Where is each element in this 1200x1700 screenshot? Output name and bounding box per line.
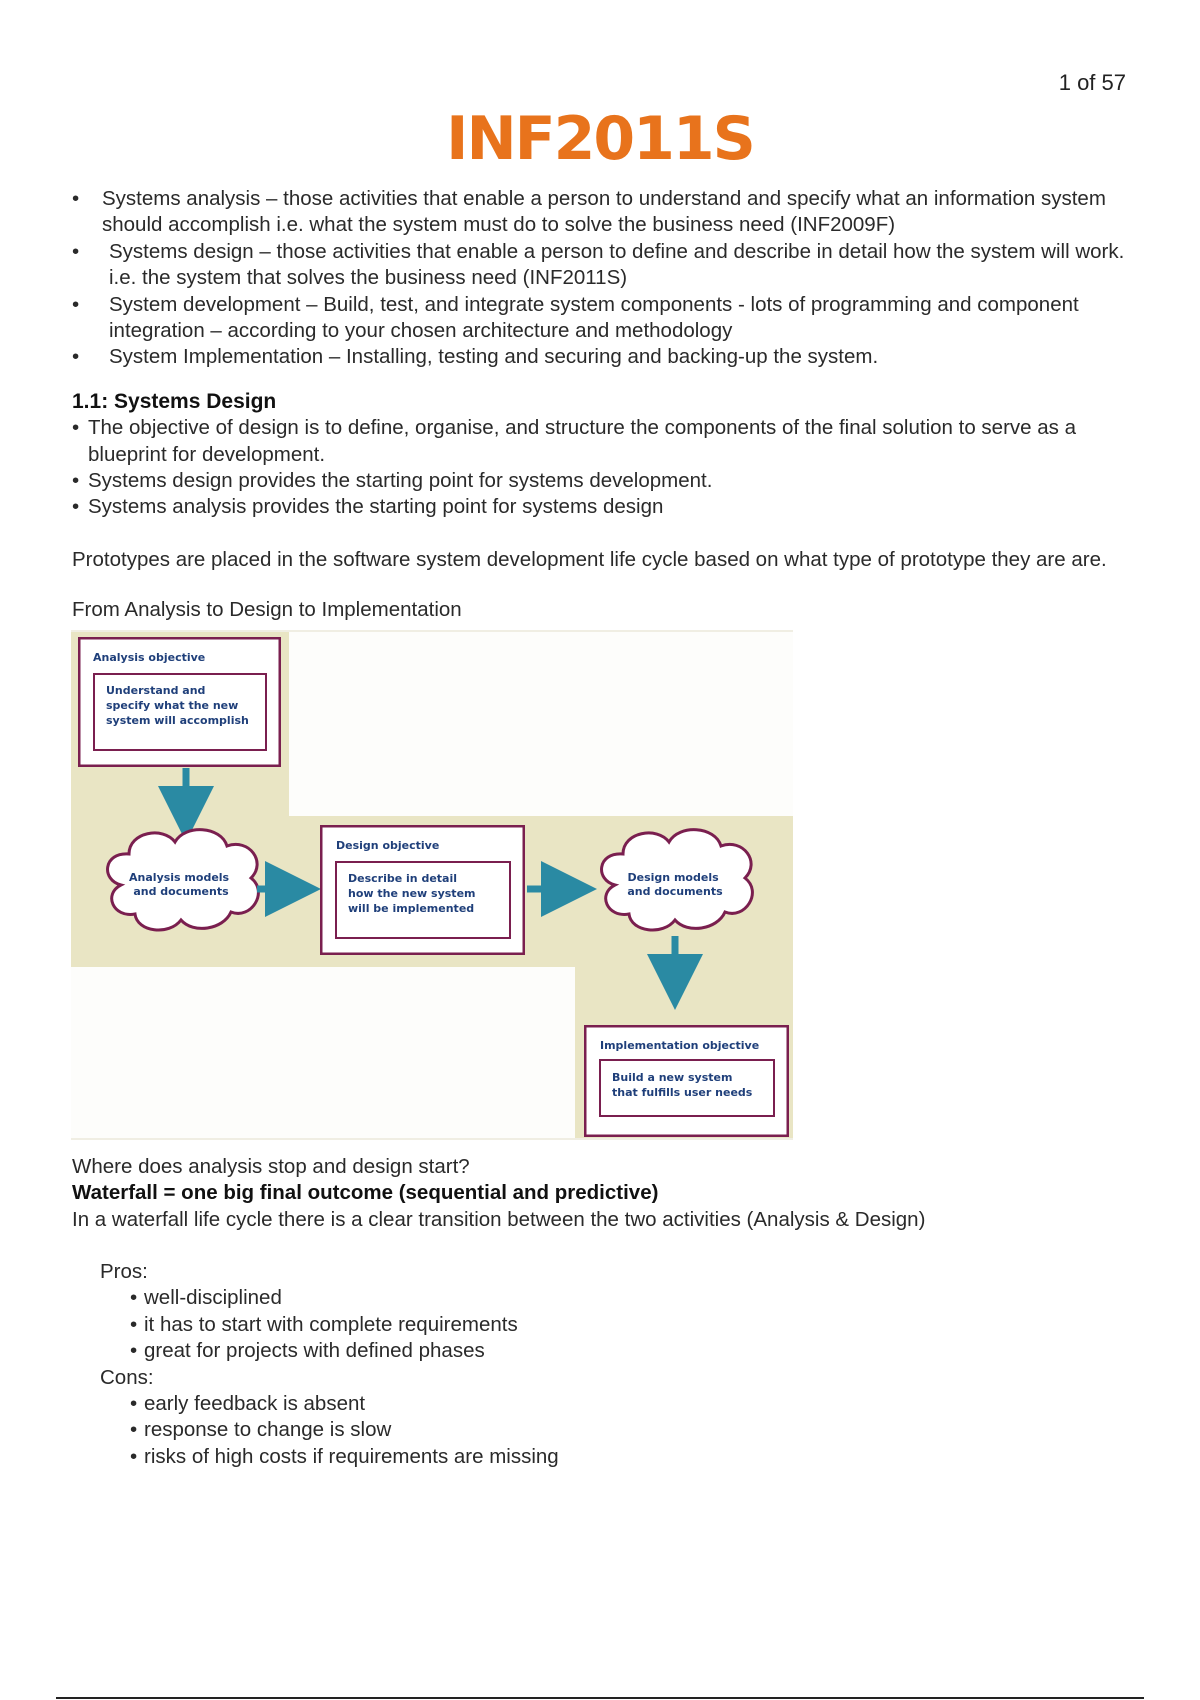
- design-bullet-analysis: • Systems analysis provides the starting point for systems design: [72, 494, 1132, 520]
- design-bullet-objective: • The objective of design is to define, organise, and structure the components of the final solution to serve as a blueprint for development.: [72, 415, 1132, 468]
- page-content: [72, 186, 1132, 1470]
- pros-list: [100, 1285, 1132, 1364]
- waterfall-definition: Waterfall = one big final outcome (sequential and predictive): [72, 1181, 659, 1205]
- section-heading: 1.1: Systems Design: [72, 389, 277, 413]
- implementation-objective-line: that fulfills user needs: [612, 1085, 753, 1099]
- implementation-objective-title: Implementation objective: [600, 1038, 760, 1052]
- waterfall-transition: In a waterfall life cycle there is a clear transition between the two activities (Analysis & Design): [72, 1207, 926, 1231]
- svg-text:Design models and do: [627, 871, 723, 898]
- analysis-objective-line: specify what the new: [106, 698, 239, 712]
- pros-item: • it has to start with complete requirements: [100, 1312, 1132, 1338]
- design-objective-box: [320, 825, 525, 955]
- design-objective-line: how the new system: [348, 886, 476, 900]
- analysis-objective-line: system will accomplish: [106, 713, 249, 727]
- design-objective-line: will be implemented: [348, 901, 475, 915]
- analysis-objective-line: Understand and: [106, 683, 206, 697]
- analysis-objective-box: [78, 637, 281, 767]
- design-bullet-list: [72, 415, 1132, 521]
- design-objective-line: Describe in detail: [348, 871, 458, 885]
- cons-item: • risks of high costs if requirements are missing: [100, 1444, 1132, 1470]
- cons-label: Cons:: [100, 1365, 154, 1389]
- analysis-objective-title: Analysis objective: [93, 650, 206, 664]
- intro-bullet-list: [72, 186, 1132, 371]
- intro-bullet-analysis: • Systems analysis – those activities that enable a person to understand and specify what an information system should accomplish i.e. what the system must do to solve the business need (INF2009F): [72, 186, 1132, 239]
- design-objective-title: Design objective: [336, 838, 440, 852]
- analysis-models-line: Analysis models: [129, 870, 230, 884]
- pros-item: • great for projects with defined phases: [100, 1338, 1132, 1364]
- design-models-line: Design models: [627, 870, 719, 884]
- diagram-caption: From Analysis to Design to Implementation: [72, 598, 462, 622]
- prototype-paragraph: Prototypes are placed in the software system development life cycle based on what type of prototype they are are.: [72, 547, 1107, 571]
- flow-diagram: [71, 630, 793, 1140]
- cons-item: • response to change is slow: [100, 1417, 1132, 1443]
- analysis-models-line: and documents: [133, 884, 229, 898]
- pros-label: Pros:: [100, 1259, 148, 1283]
- implementation-objective-line: Build a new system: [612, 1070, 733, 1084]
- design-models-line: and documents: [627, 884, 723, 898]
- pros-item: • well-disciplined: [100, 1285, 1132, 1311]
- intro-bullet-development: • System development – Build, test, and integrate system components - lots of programming and component integration – according to your chosen architecture and methodology: [72, 292, 1132, 345]
- implementation-objective-box: [584, 1025, 789, 1137]
- intro-bullet-design: • Systems design – those activities that enable a person to define and describe in detail how the system will work. i.e. the system that solves the business need (INF2011S): [72, 239, 1132, 292]
- waterfall-section: [72, 1154, 1132, 1470]
- design-bullet-development: • Systems design provides the starting point for systems development.: [72, 468, 1132, 494]
- waterfall-question: Where does analysis stop and design start?: [72, 1154, 470, 1178]
- cons-item: • early feedback is absent: [100, 1391, 1132, 1417]
- bottom-rule: [56, 1697, 1144, 1699]
- svg-text:Analysis models and: [129, 871, 233, 898]
- intro-bullet-implementation: • System Implementation – Installing, testing and securing and backing-up the system.: [72, 344, 1132, 370]
- page-title: INF2011S: [446, 104, 754, 174]
- pros-cons-block: [72, 1259, 1132, 1470]
- page-number: 1 of 57: [1058, 70, 1126, 95]
- cons-list: [100, 1391, 1132, 1470]
- flow-diagram-svg: [71, 630, 793, 1140]
- svg-text:Describe in detail h: [348, 872, 479, 915]
